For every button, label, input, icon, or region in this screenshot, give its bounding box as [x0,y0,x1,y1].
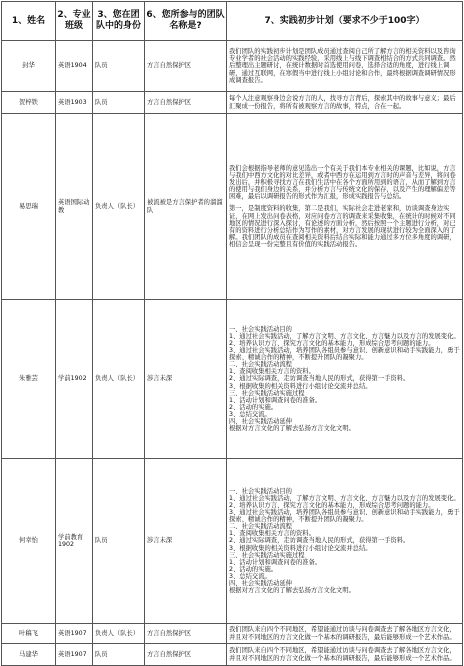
cell-plan [227,459,463,624]
plan-line: 3、根据收集的相关资料进行小组讨论交流并总结。 [229,544,372,552]
plan-line: 一、社会实践活动目的 [229,487,292,495]
cell-name: 马建华 [2,644,56,666]
cell-class: 英语1907 [56,644,93,666]
cell-class: 学前教育1902 [56,459,93,624]
cell-team: 方言自然保护区 [145,644,227,666]
cell-name: 叶稿飞 [2,624,56,644]
plan-line: 1、活动计划和调查问卷的准备。 [229,396,322,404]
plan-line: 我们会根据指导老师的意见选出一个有关于我们本专业相关的课题，比如说，方言与我们中西方文化的对比差异，或者中西方在运用到方言时的声音与差异，将问卷发出后，并积极寻找方言在我们生活中在各个方面所用到的语言，从而了解到方言的使用与我们身边的关系，并分析方言与传统文化的保存，以及产生的理解偏差等困难，最后以调研报告的形式作为汇报，形成实践报告与总结。 [229,164,456,201]
cell-class: 英语1903 [56,92,93,114]
plan-line: 1、通过社会实践活动，了解方言文明、方言文化、方言魅力以及方言的发展变化。 [229,494,460,502]
plan-line: 根据对方言文化的了解去弘扬方言文化文明。 [229,425,355,433]
plan-line: 我们团队的实践初步计划是团队成员通过查阅自己所了解方言的相关资料以及咨询专业学者的社会活动的实践经验，采用线上与线下调查相结合的方式共同调查。然后整理出主题研讨，在统计数据时首选使用问卷，选择合适的角度，进行线上调研，通过互联网，在寒假当中进行线上小组讨论和合作，最终根据调查调研情况形成调查报告。 [229,48,456,84]
cell-plan [227,644,463,666]
plan-line: 根据对方言文化的了解去弘扬方言文化文明。 [229,587,355,595]
plan-line: 三、社会实践活动实施过程 [229,389,305,397]
header-role: 3、您在团队中的身份 [93,2,145,41]
cell-team: 方言自然保护区 [145,624,227,644]
plan-line: 3、总结交流。 [229,572,271,580]
cell-role: 队员 [93,644,145,666]
cell-plan [227,41,463,92]
plan-line: 1、通过社会实践活动，了解方言文明、方言文化、方言魅力以及方言的发展变化。 [229,332,460,340]
plan-line: 3、通过社会实践活动，培养团队各组员参与意识、创新意识和动手实践能力，勇于探索、精诚合作的精神，不断提升团队的凝聚力。 [229,347,460,362]
plan-line: 二、社会实践活动流程 [229,523,292,531]
cell-name: 易思瑞 [2,114,56,300]
plan-line: 2、活动的实施。 [229,565,278,573]
plan-line: 1、查阅收集相关方言的资料。 [229,368,315,376]
cell-team: 被流被是方言保护者的溜溜队 [145,114,227,300]
cell-team: 涉言未深 [145,459,227,624]
plan-line: 2、通过实际调查，走访调查当地人民的形式，获得第一手资料。 [229,375,410,383]
plan-line: 3、总结交流。 [229,410,271,418]
plan-line: 2、培养认识方言、探究方言文化的基本能力，形成综合思考问题的能力。 [229,501,435,509]
plan-line: 一、社会实践活动目的 [229,325,292,333]
cell-plan [227,114,463,300]
cell-class: 学前1902 [56,300,93,459]
plan-line: 1、查阅收集相关方言的资料。 [229,530,315,538]
cell-class: 英语1907 [56,624,93,644]
plan-line: 我们团队来自四个不同地区，希望能通过访谈与问卷调查去了解各地区方言文化，并且对不同地区的方言文化做一个基本的调研报告，最后能够形成一个艺术作品。 [229,647,456,662]
header-class: 2、专业班级 [56,2,93,41]
cell-team: 方言自然保护区 [145,92,227,114]
table-row [2,41,463,92]
table-row [2,114,463,300]
cell-name: 封华 [2,41,56,92]
plan-line: 3、根据收集的相关资料进行小组讨论交流并总结。 [229,382,372,390]
cell-name: 贺梓铁 [2,92,56,114]
cell-class: 英语1904 [56,41,93,92]
plan-line: 二、社会实践活动流程 [229,361,292,369]
cell-role: 队员 [93,92,145,114]
plan-line: 四、社会实践活动延伸 [229,418,292,426]
header-plan: 7、实践初步计划（要求不少于100字） [227,2,463,41]
cell-role: 负责人（队长） [93,624,145,644]
header-name: 1、姓名 [2,2,56,41]
cell-plan [227,300,463,459]
header-row [2,2,463,41]
plan-line: 3、通过社会实践活动，培养团队各组员参与意识、创新意识和动手实践能力，勇于探索、精诚合作的精神，不断提升团队的凝聚力。 [229,509,460,524]
plan-line: 三、社会实践活动实施过程 [229,551,305,559]
plan-line: 1、活动计划和调查问卷的准备。 [229,558,322,566]
plan-line: 2、活动的实施。 [229,403,278,411]
plan-line: 四、社会实践活动延伸 [229,580,292,588]
plan-line: 每个人注意观察身边会说方言的人，找寻方言背后，探索其中的故事与意义；最后汇聚成一份报告，将所有被观察方言的故事，特点，合在一起。 [229,95,456,110]
table-row [2,300,463,459]
plan-line: 我们团队来自四个不同地区，希望能通过访谈与问卷调查去了解各地区方言文化，并且对不同地区的方言文化做一个基本的调研报告，最后能够形成一个艺术作品。 [229,626,456,641]
cell-name: 何幸怡 [2,459,56,624]
plan-line: 2、培养认识方言、探究方言文化的基本能力，形成综合思考问题的能力。 [229,339,435,347]
practice-plan-table [1,1,463,666]
cell-role: 负责人（队长） [93,300,145,459]
table-row [2,459,463,624]
cell-name: 朱雅芸 [2,300,56,459]
cell-plan [227,92,463,114]
cell-class: 英语国际动教 [56,114,93,300]
table-row [2,644,463,666]
plan-line: 第一，是制度资料的收集，第二是我们，实际社会走进老家和，访谈调查身边实证，在网上发出问卷表格，对应问卷方言的调查来采集收集，在统计的时候对不同地区的情况进行深入探讨，有论述的方面分析，然后按照一个主题进行分析，对已有的资料进行分析总结作为写作的素材，对方言发展的现状进行较为全面深入的了解。我们团队的成员在查阅相关资料后结合实际和能力通过多方位多角度的调研，相信会呈现一份完整且有价值的实践活动报告。 [229,205,456,248]
cell-team: 涉言未深 [145,300,227,459]
cell-team: 方言自然保护区 [145,41,227,92]
header-team: 6、您所参与的团队名称是? [145,2,227,41]
table-row [2,92,463,114]
cell-role: 负责人（队长） [93,114,145,300]
cell-role: 队员 [93,41,145,92]
cell-role: 队员 [93,459,145,624]
plan-line: 2、通过实际调查，走访调查当地人民的形式，获得第一手资料。 [229,537,410,545]
